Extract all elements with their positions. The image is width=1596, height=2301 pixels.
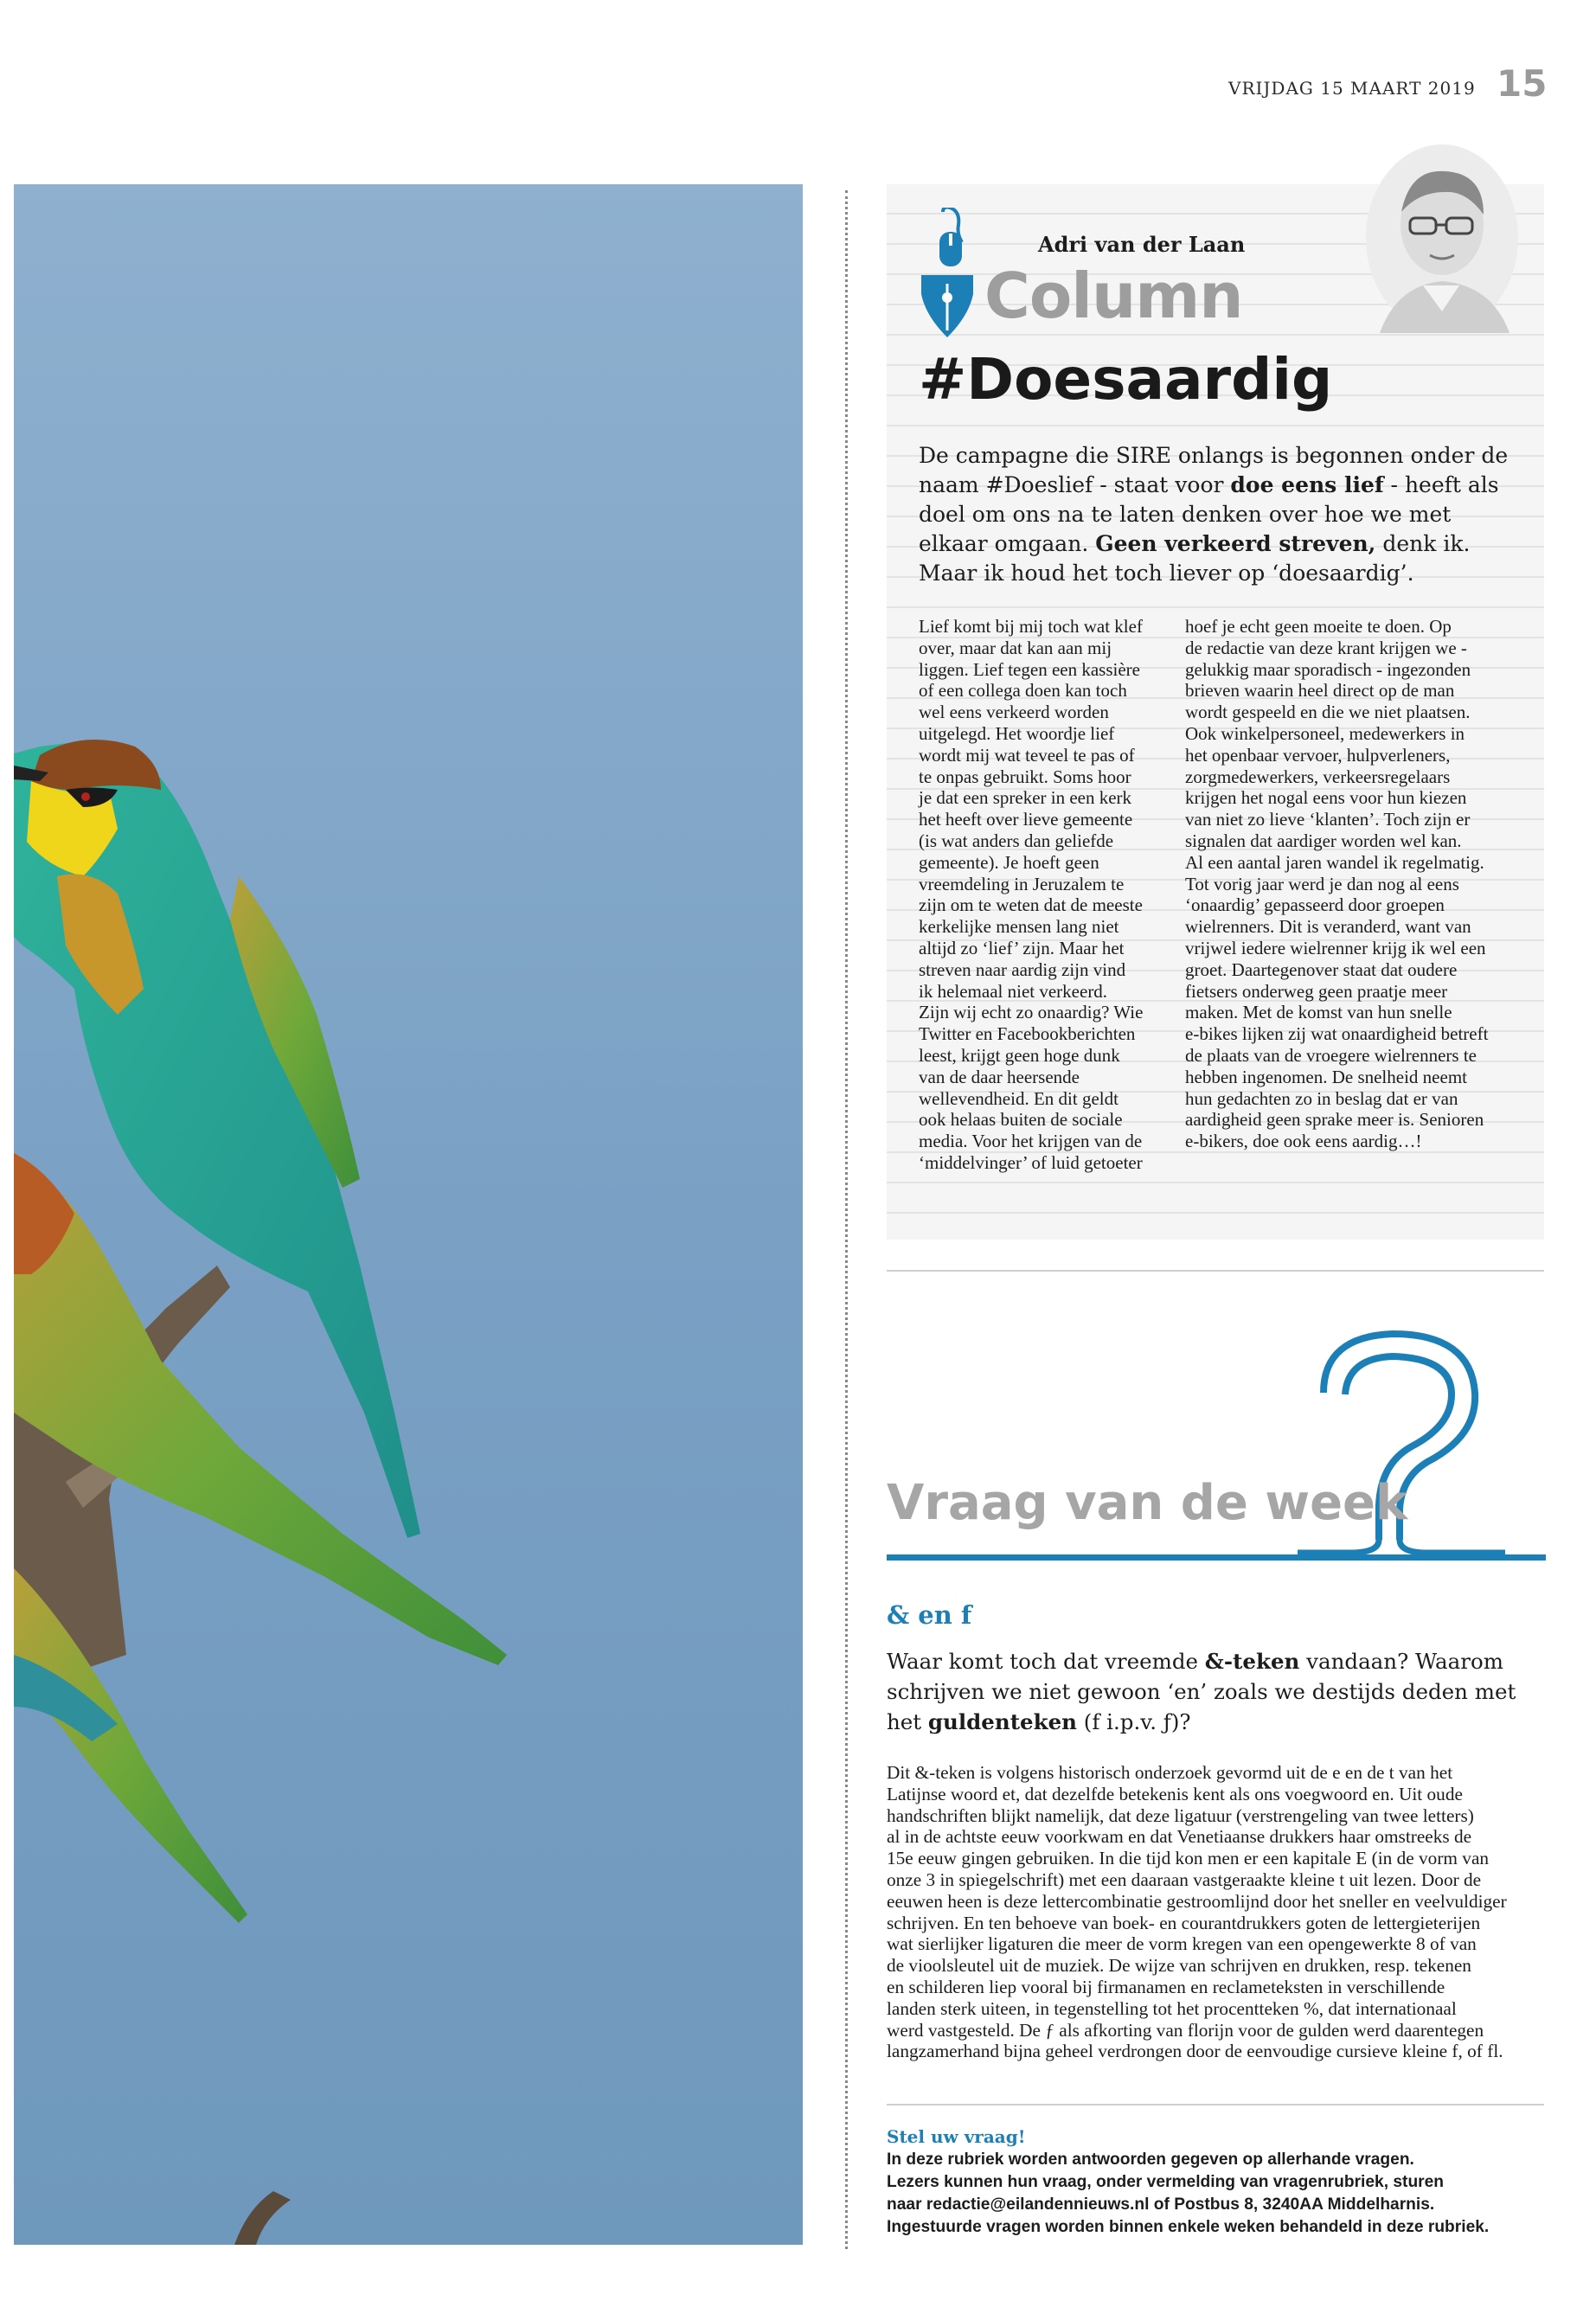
text-line: ‘onaardig’ gepasseerd door groepen	[1185, 894, 1445, 916]
section-separator	[887, 2104, 1544, 2106]
column-body-right	[1185, 616, 1489, 1152]
question-part: vandaan? Waarom schrijven we niet gewoon ‘en’ zoals we destijds deden met het	[887, 1649, 1516, 1734]
text-line: je dat een spreker in een kerk	[919, 787, 1132, 809]
text-line: of een collega doen kan toch	[919, 680, 1127, 702]
text-line: groet. Daartegenover staat dat oudere	[1185, 958, 1458, 980]
text-line: Ingestuurde vragen worden binnen enkele weken behandeld in deze rubriek.	[887, 2218, 1490, 2236]
text-line: wat sierlijker ligaturen die meer de vorm kregen van een opengewerkte 8 of van	[887, 1933, 1477, 1955]
text-line: schrijven. En ten behoeve van boek- en courantdrukkers goten de lettergieterijen	[887, 1912, 1481, 1933]
text-line: e-bikers, doe ook eens aardig…!	[1185, 1131, 1422, 1152]
page-number: 15	[1497, 62, 1548, 105]
author-portrait	[1362, 138, 1518, 337]
intro-text: - heeft als doel om ons na te laten denken over hoe we met elkaar omgaan.	[919, 472, 1499, 556]
question-text	[887, 1646, 1531, 1737]
text-line: en schilderen liep vooral bij firmanamen en reclameteksten in verschillende	[887, 1976, 1445, 1997]
text-line: landen sterk uiteen, in tegenstelling tot het procentteken %, dat internationaal	[887, 1997, 1457, 2019]
text-line: maken. Met de komst van hun snelle	[1185, 1002, 1452, 1023]
text-line: de redactie van deze krant krijgen we -	[1185, 637, 1467, 658]
text-line: leest, krijgt geen hoge dunk	[919, 1044, 1120, 1066]
question-part: (f i.p.v. ƒ)?	[1076, 1709, 1191, 1734]
text-line: kerkelijke mensen lang niet	[919, 916, 1119, 938]
text-line: eeuwen heen is deze lettercombinatie gestroomlijnd door het sneller en veelvuldiger	[887, 1890, 1507, 1912]
text-line: werd vastgesteld. De ƒ als afkorting van florijn voor de gulden werd daarentegen	[887, 2019, 1484, 2041]
text-line: 15e eeuw gingen gebruiken. In die tijd kon men er een kapitale E (in de vorm van	[887, 1848, 1490, 1869]
text-line: het heeft over lieve gemeente	[919, 809, 1133, 830]
bee-eaters-photo	[14, 184, 803, 2245]
page-date: VRIJDAG 15 MAART 2019	[1228, 78, 1476, 99]
text-line: e-bikes lijken zij wat onaardigheid betreft	[1185, 1023, 1489, 1045]
text-line: Al een aantal jaren wandel ik regelmatig.	[1185, 851, 1484, 873]
text-line: langzamerhand bijna geheel verdrongen door de eenvoudige cursieve kleine f, of fl.	[887, 2041, 1503, 2062]
question-part: Waar komt toch dat vreemde	[887, 1649, 1205, 1674]
text-line: wordt gespeeld en die we niet plaatsen.	[1185, 702, 1471, 723]
text-line: al in de achtste eeuw voorkwam en dat Venetiaanse drukkers haar omstreeks de	[887, 1826, 1472, 1848]
text-line: streven naar aardig zijn vind	[919, 958, 1126, 980]
intro-text: denk ik. Maar ik houd het toch liever op ‘doesaardig’.	[919, 531, 1471, 586]
section-separator	[887, 1270, 1544, 1272]
text-line: Lezers kunnen hun vraag, onder vermelding van vragenrubriek, sturen	[887, 2173, 1445, 2191]
text-line: Ook winkelpersoneel, medewerkers in	[1185, 722, 1465, 744]
text-line: Lief komt bij mij toch wat klef	[919, 616, 1143, 637]
pen-nib-mouse-icon	[917, 208, 977, 342]
text-line: gelukkig maar sporadisch - ingezonden	[1185, 658, 1471, 680]
question-bold: guldenteken	[927, 1709, 1077, 1734]
text-line: wel eens verkeerd worden	[919, 702, 1109, 723]
text-line: gemeente). Je hoeft geen	[919, 851, 1099, 873]
text-line: ik helemaal niet verkeerd.	[919, 980, 1108, 1002]
text-line: Twitter en Facebookberichten	[919, 1023, 1136, 1045]
column-label: Column	[984, 260, 1243, 332]
footer-text	[887, 2149, 1544, 2239]
text-line: zorgmedewerkers, verkeersregelaars	[1185, 766, 1451, 787]
text-line: fietsers onderweg geen praatje meer	[1185, 980, 1448, 1002]
text-line: ook helaas buiten de sociale	[919, 1109, 1123, 1131]
column-body-left	[919, 616, 1178, 1174]
text-line: wellevendheid. En dit geldt	[919, 1087, 1118, 1109]
text-line: liggen. Lief tegen een kassière	[919, 658, 1140, 680]
text-line: de plaats van de vroegere wielrenners te	[1185, 1044, 1477, 1066]
text-line: vreemdeling in Jeruzalem te	[919, 873, 1125, 894]
vraag-underline	[887, 1554, 1546, 1561]
text-line: wielrenners. Dit is veranderd, want van	[1185, 916, 1471, 938]
text-line: altijd zo ‘lief’ zijn. Maar het	[919, 937, 1125, 958]
text-line: (is wat anders dan geliefde	[919, 830, 1114, 851]
intro-bold: doe eens lief	[1230, 472, 1384, 497]
text-line: ‘middelvinger’ of luid getoeter	[919, 1151, 1143, 1173]
text-line: de vioolsleutel uit de muziek. De wijze van schrijven en drukken, resp. tekenen	[887, 1955, 1471, 1977]
text-line: van de daar heersende	[919, 1066, 1080, 1087]
text-line: brieven waarin heel direct op de man	[1185, 680, 1455, 702]
dotted-divider	[845, 190, 848, 2249]
vraag-van-de-week-label: Vraag van de week	[887, 1475, 1408, 1531]
text-line: uitgelegd. Het woordje lief	[919, 722, 1115, 744]
author-name: Adri van der Laan	[1038, 232, 1246, 257]
text-line: Tot vorig jaar werd je dan nog al eens	[1185, 873, 1459, 894]
text-line: vrijwel iedere wielrenner krijg ik wel een	[1185, 937, 1486, 958]
answer-text	[887, 1762, 1544, 2062]
text-line: signalen dat aardiger worden wel kan.	[1185, 830, 1462, 851]
text-line: hun gedachten zo in beslag dat er van	[1185, 1087, 1458, 1109]
text-line: krijgen het nogal eens voor hun kiezen	[1185, 787, 1467, 809]
text-line: naar redactie@eilandennieuws.nl of Postbus 8, 3240AA Middelharnis.	[887, 2195, 1435, 2214]
column-headline: #Doesaardig	[919, 346, 1333, 413]
intro-bold: Geen verkeerd streven,	[1095, 531, 1376, 556]
text-line: zijn om te weten dat de meeste	[919, 894, 1143, 916]
text-line: hoef je echt geen moeite te doen. Op	[1185, 616, 1452, 637]
text-line: van niet zo lieve ‘klanten’. Toch zijn er	[1185, 809, 1471, 830]
question-mark-icon	[1298, 1324, 1505, 1570]
footer-title: Stel uw vraag!	[887, 2126, 1026, 2147]
text-line: handschriften blijkt namelijk, dat deze ligatuur (verstrengeling van twee letters)	[887, 1804, 1474, 1826]
text-line: te onpas gebruikt. Soms hoor	[919, 766, 1131, 787]
intro-text: De campagne die SIRE onlangs is begonnen onder de naam #Doeslief - staat voor	[919, 443, 1509, 497]
text-line: media. Voor het krijgen van de	[919, 1131, 1143, 1152]
text-line: In deze rubriek worden antwoorden gegeven op allerhande vragen.	[887, 2150, 1414, 2169]
text-line: hebben ingenomen. De snelheid neemt	[1185, 1066, 1467, 1087]
text-line: het openbaar vervoer, hulpverleners,	[1185, 744, 1451, 766]
text-line: aardigheid geen sprake meer is. Senioren	[1185, 1109, 1484, 1131]
text-line: wordt mij wat teveel te pas of	[919, 744, 1135, 766]
text-line: Zijn wij echt zo onaardig? Wie	[919, 1002, 1144, 1023]
question-title: & en f	[887, 1600, 972, 1630]
text-line: over, maar dat kan aan mij	[919, 637, 1112, 658]
text-line: Dit &-teken is volgens historisch onderzoek gevormd uit de e en de t van het	[887, 1762, 1453, 1783]
question-bold: &-teken	[1204, 1649, 1300, 1674]
column-intro	[919, 441, 1516, 588]
text-line: Latijnse woord et, dat dezelfde betekenis kent als ons voegwoord en. Uit oude	[887, 1783, 1463, 1804]
text-line: onze 3 in spiegelschrift) met een daaraan vastgeraakte kleine t uit lezen. Door de	[887, 1868, 1482, 1890]
